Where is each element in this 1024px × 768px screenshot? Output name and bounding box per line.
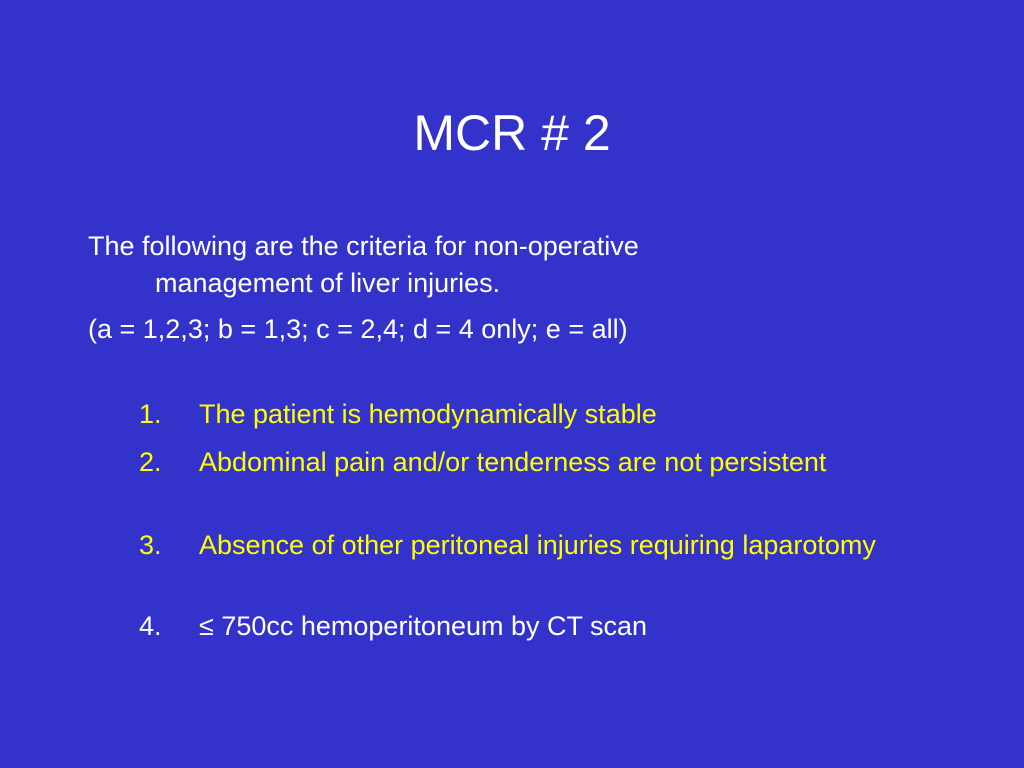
criteria-item-number: 3. <box>139 530 162 560</box>
criteria-item-number: 1. <box>139 399 162 429</box>
criteria-item-text: ≤ 750cc hemoperitoneum by CT scan <box>199 611 648 641</box>
question-line-2: management of liver injuries. <box>155 268 501 298</box>
slide-title: MCR # 2 <box>413 105 611 161</box>
criteria-item-4 <box>139 609 899 644</box>
criteria-item-text: Absence of other peritoneal injuries requiring laparotomy <box>199 530 876 560</box>
criteria-item-number: 2. <box>139 447 162 477</box>
criteria-item-1 <box>139 397 899 432</box>
criteria-item-text: Abdominal pain and/or tenderness are not persistent <box>199 447 827 477</box>
question-line-1: The following are the criteria for non-operative <box>88 231 639 261</box>
criteria-item-3 <box>139 528 899 563</box>
criteria-item-number: 4. <box>139 611 162 641</box>
answer-key: (a = 1,2,3; b = 1,3; c = 2,4; d = 4 only; e = all) <box>88 314 628 344</box>
criteria-item-2 <box>139 445 899 480</box>
criteria-item-text: The patient is hemodynamically stable <box>199 399 657 429</box>
